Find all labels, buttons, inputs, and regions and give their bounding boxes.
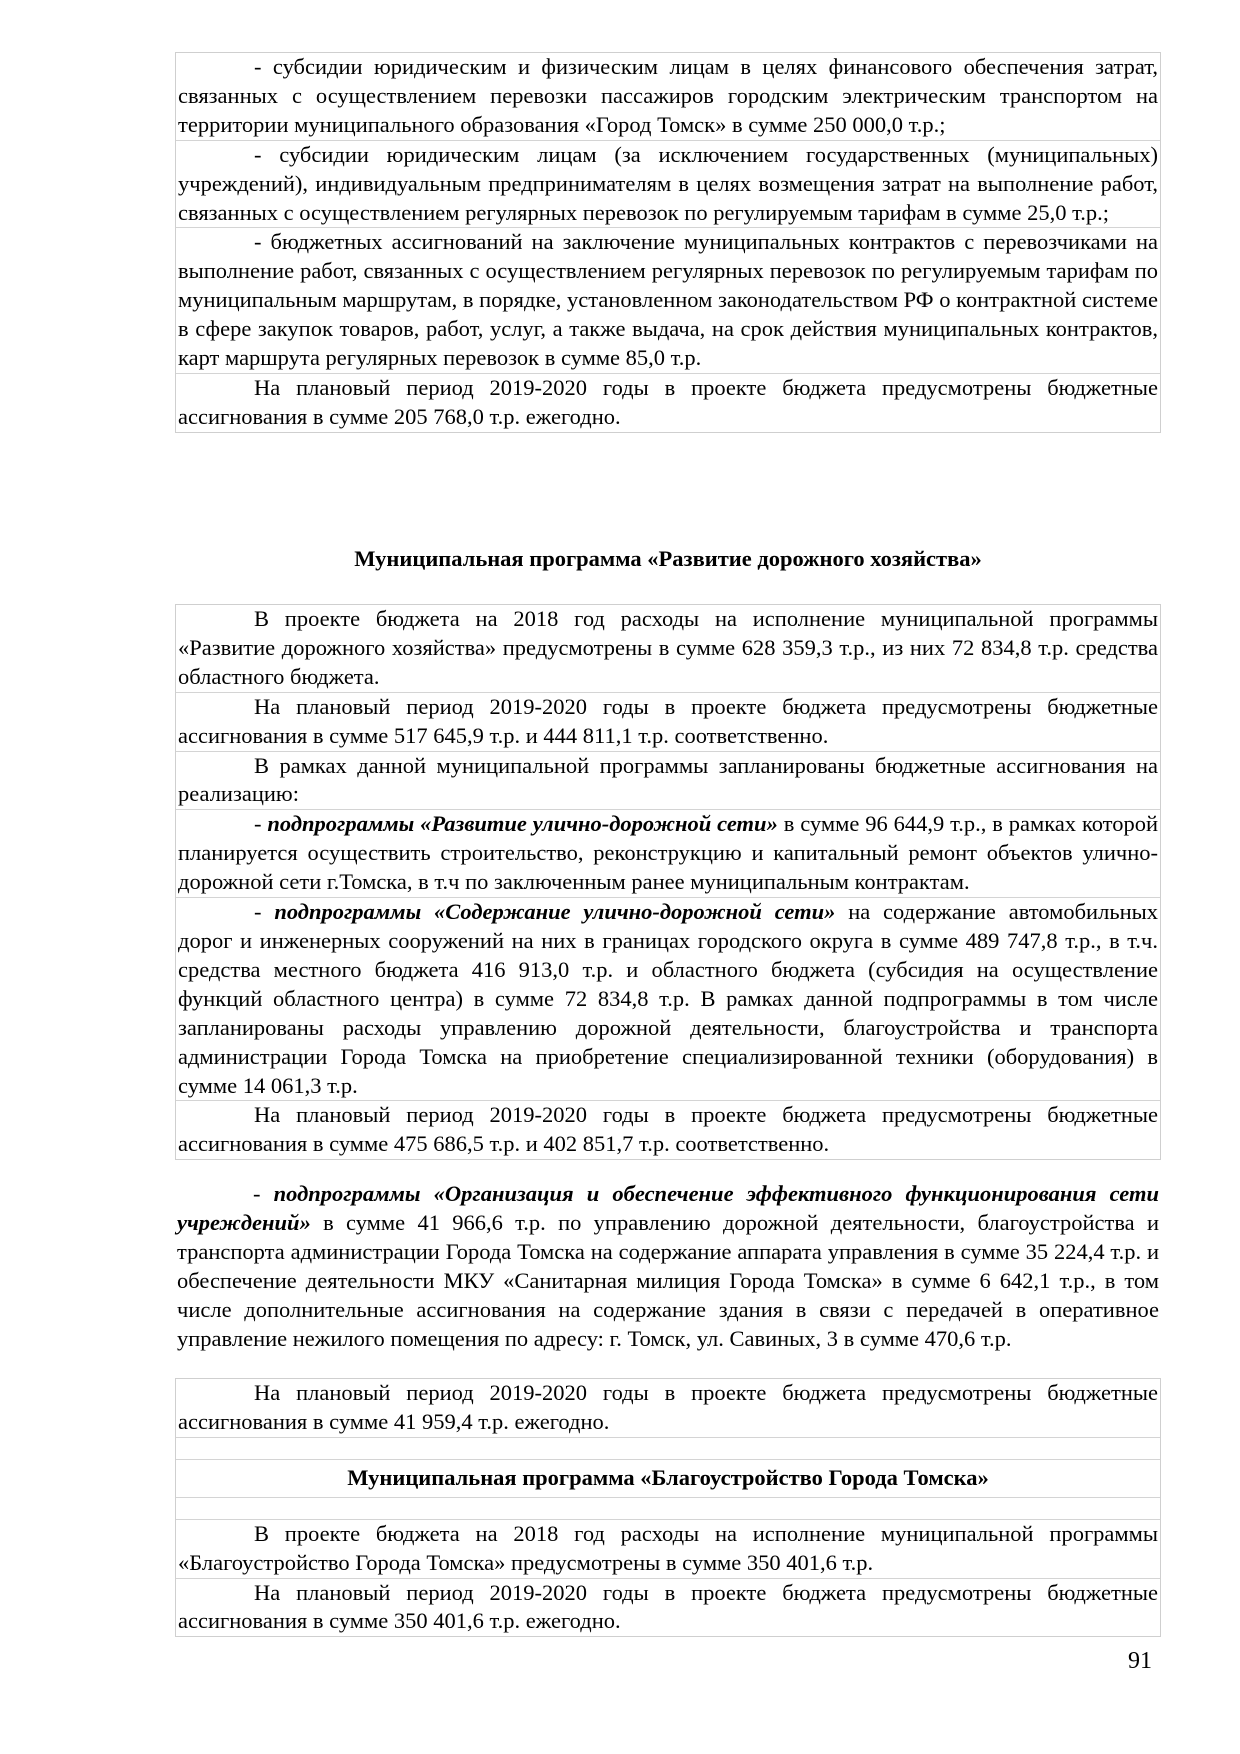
text-block-landscaping: [175, 1378, 1161, 1637]
paragraph: На плановый период 2019-2020 годы в проекте бюджета предусмотрены бюджетные ассигнования в сумме 475 686,5 т.р. и 402 851,7 т.р. соответственно.: [178, 1102, 1158, 1157]
paragraph: В рамках данной муниципальной программы запланированы бюджетные ассигнования на реализацию:: [176, 752, 1160, 811]
dash: -: [254, 899, 275, 925]
spacer-row: [176, 1498, 1160, 1520]
subprogram-title: подпрограммы «Развитие улично-дорожной сети»: [267, 811, 778, 837]
subprogram-title: подпрограммы «Организация и обеспечение эффективного функционирования сети учреждений»: [177, 1181, 1159, 1235]
paragraph: [176, 898, 1160, 1101]
paragraph: [176, 810, 1160, 898]
dash: -: [254, 811, 268, 837]
paragraph-subprogram-organization: [175, 1180, 1161, 1353]
paragraph: - субсидии юридическим лицам (за исключением государственных (муниципальных) учреждений), индивидуальным предпринимателям в целях возмещения затрат на выполнение работ, связанных с осуществлением регулярных перевозок по регулируемым тарифам в сумме 25,0 т.р.;: [176, 141, 1160, 229]
paragraph: На плановый период 2019-2020 годы в проекте бюджета предусмотрены бюджетные ассигнования в сумме 517 645,9 т.р. и 444 811,1 т.р. соответственно.: [176, 693, 1160, 752]
paragraph-text: в сумме 96 644,9 т.р., в рамках которой планируется осуществить строительство, реконструкцию и капитальный ремонт объектов улично-дорожной сети г.Томска, в т.ч по заключенным ранее муниципальным контрактам.: [178, 811, 1159, 895]
paragraph: - субсидии юридическим и физическим лицам в целях финансового обеспечения затрат, связанных с осуществлением перевозки пассажиров городским электрическим транспортом на территории муниципального образования «Город Томск» в сумме 250 000,0 т.р.;: [176, 53, 1160, 141]
section-heading: Муниципальная программа «Развитие дорожного хозяйства»: [354, 546, 982, 571]
paragraph-text: на содержание автомобильных дорог и инженерных сооружений на них в границах городского округа в сумме 489 747,8 т.р., в т.ч. средства местного бюджета 416 913,0 т.р. и областного бюджета (субсидия на осуществление функций областного центра) в сумме 72 834,8 т.р. В рамках данной подпрограммы в том числе запланированы расходы управлению дорожной деятельности, благоустройства и транспорта администрации Города Томска на приобретение специализированной техники (оборудования) в сумме 14 061,3 т.р.: [178, 899, 1158, 1098]
paragraph: - бюджетных ассигнований на заключение муниципальных контрактов с перевозчиками на выполнение работ, связанных с осуществлением регулярных перевозок по регулируемым тарифам по муниципальным маршрутам, в порядке, установленном законодательством РФ о контрактной системе в сфере закупок товаров, работ, услуг, а также выдача, на срок действия муниципальных контрактов, карт маршрута регулярных перевозок в сумме 85,0 т.р.: [176, 228, 1160, 374]
paragraph: На плановый период 2019-2020 годы в проекте бюджета предусмотрены бюджетные ассигнования в сумме 41 959,4 т.р. ежегодно.: [176, 1379, 1160, 1438]
paragraph: На плановый период 2019-2020 годы в проекте бюджета предусмотрены бюджетные ассигнования в сумме 205 768,0 т.р. ежегодно.: [178, 374, 1158, 429]
dash: -: [253, 1181, 274, 1206]
text-block-transport: [175, 52, 1161, 433]
paragraph: В проекте бюджета на 2018 год расходы на исполнение муниципальной программы «Развитие дорожного хозяйства» предусмотрены в сумме 628 359,3 т.р., из них 72 834,8 т.р. средства областного бюджета.: [176, 605, 1160, 693]
section-heading: Муниципальная программа «Благоустройство Города Томска»: [176, 1460, 1160, 1498]
page-number: 91: [1128, 1648, 1152, 1674]
spacer-row: [176, 1438, 1160, 1460]
paragraph-text: в сумме 41 966,6 т.р. по управлению дорожной деятельности, благоустройства и транспорта администрации Города Томска на содержание аппарата управления в сумме 35 224,4 т.р. и обеспечение деятельности МКУ «Санитарная милиция Города Томска» в сумме 6 642,1 т.р., в том числе дополнительные ассигнования на содержание здания в связи с передачей в оперативное управление нежилого помещения по адресу: г. Томск, ул. Савиных, 3 в сумме 470,6 т.р.: [177, 1209, 1159, 1351]
paragraph: На плановый период 2019-2020 годы в проекте бюджета предусмотрены бюджетные ассигнования в сумме 350 401,6 т.р. ежегодно.: [178, 1579, 1158, 1634]
subprogram-title: подпрограммы «Содержание улично-дорожной сети»: [274, 899, 836, 925]
text-block-roads: [175, 604, 1161, 1160]
paragraph: В проекте бюджета на 2018 год расходы на исполнение муниципальной программы «Благоустройство Города Томска» предусмотрены в сумме 350 401,6 т.р.: [176, 1520, 1160, 1579]
